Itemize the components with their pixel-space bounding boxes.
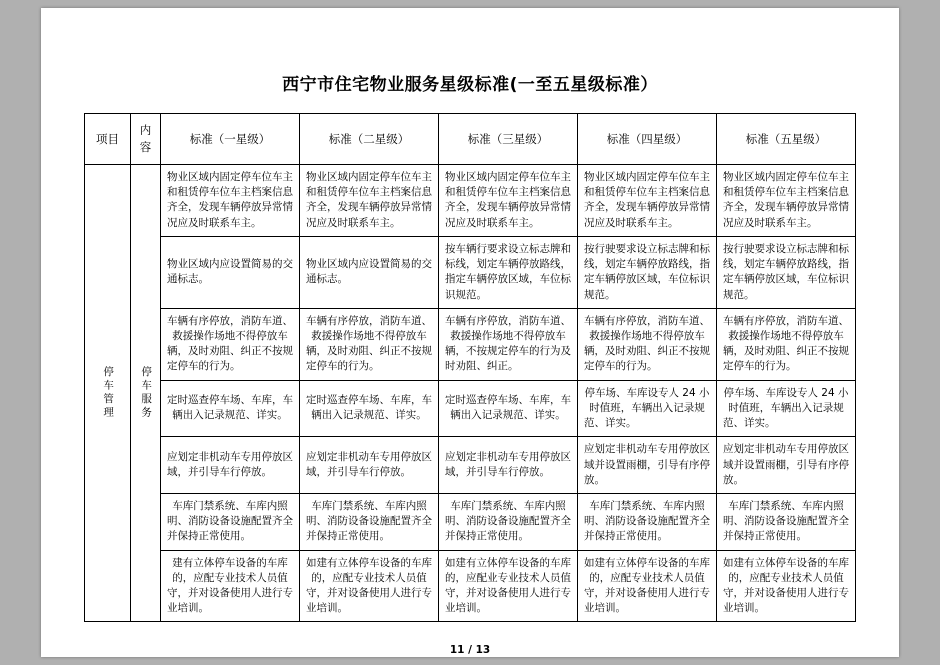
- header-cell-star3: 标准（三星级）: [439, 114, 578, 165]
- cell-star4: 如建有立体停车设备的车库的，应配专业技术人员值守，并对设备使用人进行专业培训。: [578, 550, 717, 622]
- cell-star3: 车辆有序停放，消防车道、救援操作场地不得停放车辆，不按规定停车的行为及时劝阻、纠正。: [439, 308, 578, 380]
- header-cell-content: 内容: [131, 114, 161, 165]
- cell-star1: 物业区域内应设置简易的交通标志。: [161, 236, 300, 308]
- cell-star5: 物业区域内固定停车位车主和租赁停车位车主档案信息齐全，发现车辆停放异常情况应及时联系车主。: [717, 165, 856, 237]
- cell-star3: 车库门禁系统、车库内照明、消防设备设施配置齐全并保持正常使用。: [439, 493, 578, 550]
- table-header-row: [85, 114, 856, 165]
- cell-star4: 按行驶要求设立标志牌和标线，划定车辆停放路线，指定车辆停放区域，车位标识规范。: [578, 236, 717, 308]
- row-label-item: 停车管理: [85, 165, 131, 622]
- cell-star3: 按车辆行要求设立标志牌和标线，划定车辆停放路线，指定车辆停放区域，车位标识规范。: [439, 236, 578, 308]
- cell-star3: 定时巡查停车场、车库，车辆出入记录规范、详实。: [439, 380, 578, 437]
- table-row: [85, 493, 856, 550]
- page-number: 11 / 13: [449, 644, 491, 657]
- cell-star2: 定时巡查停车场、车库，车辆出入记录规范、详实。: [300, 380, 439, 437]
- cell-star3: 应划定非机动车专用停放区域，并引导车行停放。: [439, 437, 578, 494]
- cell-star3: 物业区域内固定停车位车主和租赁停车位车主档案信息齐全，发现车辆停放异常情况应及时联系车主。: [439, 165, 578, 237]
- cell-star3: 如建有立体停车设备的车库的，应配业专业技术人员值守，并对设备使用人进行专业培训。: [439, 550, 578, 622]
- cell-star1: 车库门禁系统、车库内照明、消防设备设施配置齐全并保持正常使用。: [161, 493, 300, 550]
- header-cell-star1: 标准（一星级）: [161, 114, 300, 165]
- table-row: [85, 165, 856, 237]
- cell-star5: 按行驶要求设立标志牌和标线，划定车辆停放路线，指定车辆停放区域，车位标识规范。: [717, 236, 856, 308]
- table-row: [85, 308, 856, 380]
- table-row: [85, 236, 856, 308]
- table-row: [85, 437, 856, 494]
- table-row: [85, 380, 856, 437]
- standards-table-wrapper: [84, 113, 856, 622]
- cell-star5: 车辆有序停放，消防车道、救援操作场地不得停放车辆，及时劝阻、纠正不按规定停车的行为。: [717, 308, 856, 380]
- header-cell-star2: 标准（二星级）: [300, 114, 439, 165]
- standards-table: [84, 113, 856, 622]
- header-cell-star5: 标准（五星级）: [717, 114, 856, 165]
- cell-star4: 物业区域内固定停车位车主和租赁停车位车主档案信息齐全，发现车辆停放异常情况应及时联系车主。: [578, 165, 717, 237]
- cell-star4: 停车场、车库设专人 24 小时值班，车辆出入记录规范、详实。: [578, 380, 717, 437]
- cell-star2: 应划定非机动车专用停放区域，并引导车行停放。: [300, 437, 439, 494]
- table-row: [85, 550, 856, 622]
- row-label-content: 停车服务: [131, 165, 161, 622]
- cell-star5: 停车场、车库设专人 24 小时值班，车辆出入记录规范、详实。: [717, 380, 856, 437]
- cell-star2: 物业区域内应设置简易的交通标志。: [300, 236, 439, 308]
- page-title: 西宁市住宅物业服务星级标准(一至五星级标准）: [282, 75, 658, 95]
- cell-star4: 车库门禁系统、车库内照明、消防设备设施配置齐全并保持正常使用。: [578, 493, 717, 550]
- cell-star4: 车辆有序停放，消防车道、救援操作场地不得停放车辆，及时劝阻、纠正不按规定停车的行为。: [578, 308, 717, 380]
- cell-star2: 物业区域内固定停车位车主和租赁停车位车主档案信息齐全，发现车辆停放异常情况应及时联系车主。: [300, 165, 439, 237]
- cell-star2: 车库门禁系统、车库内照明、消防设备设施配置齐全并保持正常使用。: [300, 493, 439, 550]
- cell-star4: 应划定非机动车专用停放区域并设置雨棚，引导有序停放。: [578, 437, 717, 494]
- cell-star1: 定时巡查停车场、车库，车辆出入记录规范、详实。: [161, 380, 300, 437]
- cell-star1: 车辆有序停放，消防车道、救援操作场地不得停放车辆，及时劝阻、纠正不按规定停车的行为。: [161, 308, 300, 380]
- header-cell-star4: 标准（四星级）: [578, 114, 717, 165]
- cell-star2: 如建有立体停车设备的车库的，应配专业技术人员值守，并对设备使用人进行专业培训。: [300, 550, 439, 622]
- document-page: [41, 8, 899, 657]
- cell-star5: 车库门禁系统、车库内照明、消防设备设施配置齐全并保持正常使用。: [717, 493, 856, 550]
- cell-star2: 车辆有序停放，消防车道、救援操作场地不得停放车辆，及时劝阻、纠正不按规定停车的行为。: [300, 308, 439, 380]
- header-cell-item: 项目: [85, 114, 131, 165]
- cell-star5: 如建有立体停车设备的车库的，应配专业技术人员值守，并对设备使用人进行专业培训。: [717, 550, 856, 622]
- cell-star1: 物业区域内固定停车位车主和租赁停车位车主档案信息齐全，发现车辆停放异常情况应及时联系车主。: [161, 165, 300, 237]
- cell-star1: 应划定非机动车专用停放区域，并引导车行停放。: [161, 437, 300, 494]
- cell-star5: 应划定非机动车专用停放区域并设置雨棚，引导有序停放。: [717, 437, 856, 494]
- cell-star1: 建有立体停车设备的车库的，应配专业技术人员值守，并对设备使用人进行专业培训。: [161, 550, 300, 622]
